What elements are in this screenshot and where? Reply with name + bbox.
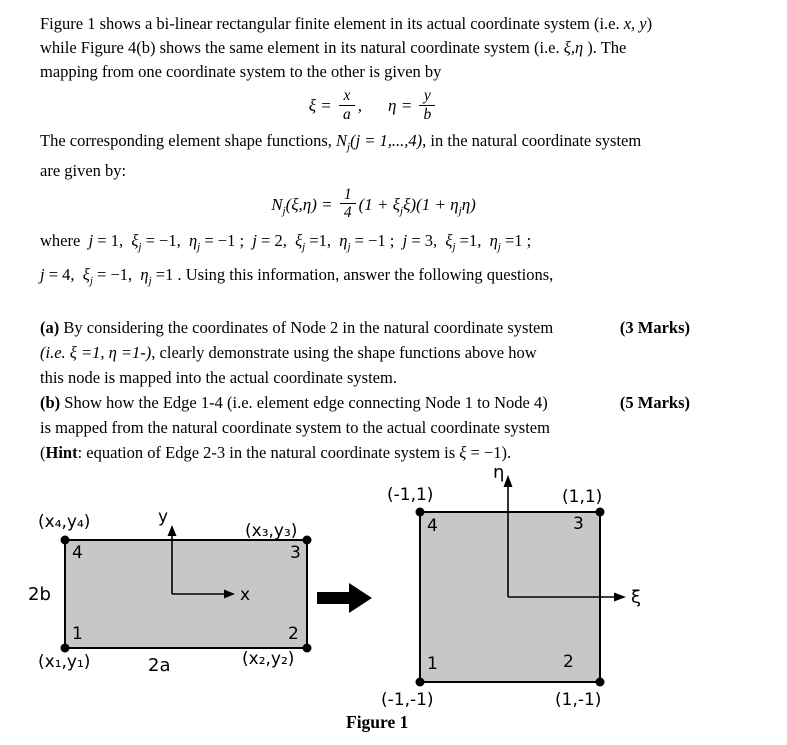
text-run: j xyxy=(197,241,201,254)
node-4-number: 4 xyxy=(427,516,438,536)
text-run: =1, xyxy=(305,231,340,251)
text-run: = 4, xyxy=(44,265,83,285)
question-b-line xyxy=(40,390,690,415)
text-run: , clearly demonstrate using the shape functions above how xyxy=(151,343,537,363)
text-run: = −1, xyxy=(92,265,141,285)
text-run: : equation of Edge 2-3 in the natural coordinate system is xyxy=(77,443,460,463)
equation-separator: , xyxy=(357,96,363,116)
text-run: η) xyxy=(461,194,476,214)
paragraph-line xyxy=(40,60,752,84)
text-run: , in the natural coordinate system xyxy=(422,130,642,150)
width-dimension-label: 2a xyxy=(148,655,171,676)
height-dimension-label: 2b xyxy=(28,584,51,605)
text-run: ξ xyxy=(459,443,467,463)
problem-statement xyxy=(40,12,752,465)
fraction-y-over-b xyxy=(419,87,435,124)
text-run: = −1). xyxy=(466,443,512,463)
text-run: ξ xyxy=(82,265,90,285)
text-run: ). The xyxy=(583,38,627,57)
text-run: j xyxy=(452,241,456,254)
text-run: = 2, xyxy=(256,231,296,251)
text-run: Hint xyxy=(45,443,78,463)
text-run: Show how the Edge 1-4 (i.e. element edge connecting Node 1 to Node 4) xyxy=(60,393,548,413)
text-run: j xyxy=(148,275,152,288)
text-run: ξ,η xyxy=(563,38,584,57)
fraction-one-quarter xyxy=(340,186,356,223)
text-run: j xyxy=(347,241,351,254)
text-run: The corresponding element shape functions, xyxy=(40,130,336,150)
text-run: ) xyxy=(646,14,653,33)
mapping-arrow-icon xyxy=(317,583,372,613)
text-run: j xyxy=(302,241,306,254)
node-1-number: 1 xyxy=(72,624,83,644)
text-run: where xyxy=(40,231,89,251)
question-a-line xyxy=(40,315,690,340)
equation-term xyxy=(358,194,476,217)
text-run: (i.e. ξ =1, η =1-) xyxy=(40,343,152,363)
node-4-dot xyxy=(416,508,425,517)
text-run: N xyxy=(271,194,283,214)
text-run: ξ)(1 + η xyxy=(403,194,459,214)
text-run: are given by: xyxy=(40,160,127,180)
node-3-number: 3 xyxy=(573,514,584,534)
question-b-line xyxy=(40,415,690,440)
eta-axis-arrowhead-icon xyxy=(504,475,513,487)
actual-corner-label-bottom-left: (x₁,y₁) xyxy=(38,652,91,672)
xi-axis-arrowhead-icon xyxy=(614,593,626,602)
paragraph-line xyxy=(40,129,752,159)
node-4-dot xyxy=(61,536,70,545)
text-run: = −1 ; xyxy=(200,231,253,251)
text-run: ξ xyxy=(295,231,303,251)
text-run: j xyxy=(400,204,404,217)
fraction-numerator: y xyxy=(423,87,431,104)
y-axis-arrowhead-icon xyxy=(168,525,177,536)
text-run: j xyxy=(282,204,286,217)
eta-axis-label: η xyxy=(493,462,505,483)
text-run: j xyxy=(40,265,45,285)
text-run: η xyxy=(140,265,149,285)
text-run: ( xyxy=(40,443,46,463)
equation-term: ξ = xyxy=(308,96,337,116)
node-3-number: 3 xyxy=(290,543,301,563)
fraction-x-over-a xyxy=(339,87,355,124)
text-run: ξ xyxy=(445,231,453,251)
actual-corner-label-top-right: (x₃,y₃) xyxy=(245,521,298,541)
question-b-marks-label: (5 Marks) xyxy=(619,393,690,413)
text-run: = −1 ; xyxy=(350,231,403,251)
question-b-row xyxy=(40,390,690,415)
text-run: = 1, xyxy=(93,231,132,251)
text-run: mapping from one coordinate system to the other is given by xyxy=(40,62,442,81)
question-a-line xyxy=(40,340,690,365)
node-2-number: 2 xyxy=(288,624,299,644)
natural-corner-label-bottom-right: (1,-1) xyxy=(555,690,602,710)
text-run: η xyxy=(188,231,198,251)
text-run: (a) xyxy=(40,318,60,338)
node-2-number: 2 xyxy=(563,652,574,672)
node-2-dot xyxy=(303,644,312,653)
text-run: (j = 1,...,4) xyxy=(350,130,423,150)
text-run: (b) xyxy=(40,393,61,413)
question-a-line xyxy=(40,365,690,390)
text-run: η xyxy=(339,231,348,251)
paragraph-line xyxy=(40,36,752,60)
paragraph-line xyxy=(40,12,752,36)
paragraph-line xyxy=(40,227,752,261)
text-run: =1 . Using this information, answer the following questions, xyxy=(151,265,554,285)
text-run: N xyxy=(336,130,348,150)
text-run: j xyxy=(88,231,94,251)
text-run: (ξ,η) = xyxy=(285,194,337,214)
fraction-numerator: 1 xyxy=(343,185,352,203)
question-a-marks-label: (3 Marks) xyxy=(619,318,690,338)
text-run: j xyxy=(252,231,257,251)
text-run: j xyxy=(402,231,408,251)
text-run: j xyxy=(497,241,501,254)
x-axis-label: x xyxy=(240,585,251,605)
text-run: = 3, xyxy=(407,231,446,251)
natural-corner-label-top-left: (-1,1) xyxy=(387,485,434,505)
text-run: (1 + ξ xyxy=(358,194,401,214)
text-run: = −1, xyxy=(141,231,189,251)
node-4-number: 4 xyxy=(72,543,83,563)
questions-section xyxy=(40,315,690,465)
text-run: =1 ; xyxy=(500,231,532,251)
node-2-dot xyxy=(596,678,605,687)
text-run: ξ xyxy=(131,231,139,251)
text-run: x, y xyxy=(623,14,647,33)
fraction-numerator: x xyxy=(343,87,351,104)
figure-caption: Figure 1 xyxy=(346,712,409,732)
text-run: is mapped from the natural coordinate system to the actual coordinate system xyxy=(40,418,550,438)
y-axis-label: y xyxy=(158,507,169,527)
actual-corner-label-top-left: (x₄,y₄) xyxy=(38,512,91,532)
paragraph-line xyxy=(40,261,752,295)
xi-axis-label: ξ xyxy=(631,587,642,608)
text-run: η xyxy=(489,231,498,251)
shape-function-equation xyxy=(40,185,752,225)
node-3-dot xyxy=(596,508,605,517)
text-run: j xyxy=(138,241,142,254)
equation-term: η = xyxy=(388,96,417,116)
question-a-row xyxy=(40,315,690,340)
node-1-number: 1 xyxy=(427,654,438,674)
text-run: By considering the coordinates of Node 2 in the natural coordinate system xyxy=(59,318,554,338)
natural-corner-label-top-right: (1,1) xyxy=(562,487,603,507)
natural-corner-label-bottom-left: (-1,-1) xyxy=(381,690,434,710)
fraction-denominator: a xyxy=(339,105,355,124)
fraction-denominator: b xyxy=(419,105,435,124)
equation-term xyxy=(271,194,337,217)
coordinate-mapping-equation xyxy=(40,89,752,126)
fraction-denominator: 4 xyxy=(340,203,356,222)
text-run: j xyxy=(89,275,93,288)
text-run: Figure 1 shows a bi-linear rectangular finite element in its actual coordinate system (i.e. xyxy=(40,14,624,33)
text-run: this node is mapped into the actual coordinate system. xyxy=(40,368,397,388)
actual-corner-label-bottom-right: (x₂,y₂) xyxy=(242,649,295,669)
paragraph-line xyxy=(40,159,752,183)
node-1-dot xyxy=(416,678,425,687)
figure-1 xyxy=(0,455,787,745)
node-3-dot xyxy=(303,536,312,545)
text-run: while Figure 4(b) shows the same element in its natural coordinate system (i.e. xyxy=(40,38,564,57)
text-run: j xyxy=(458,204,462,217)
text-run: =1, xyxy=(455,231,490,251)
text-run: j xyxy=(347,140,351,153)
